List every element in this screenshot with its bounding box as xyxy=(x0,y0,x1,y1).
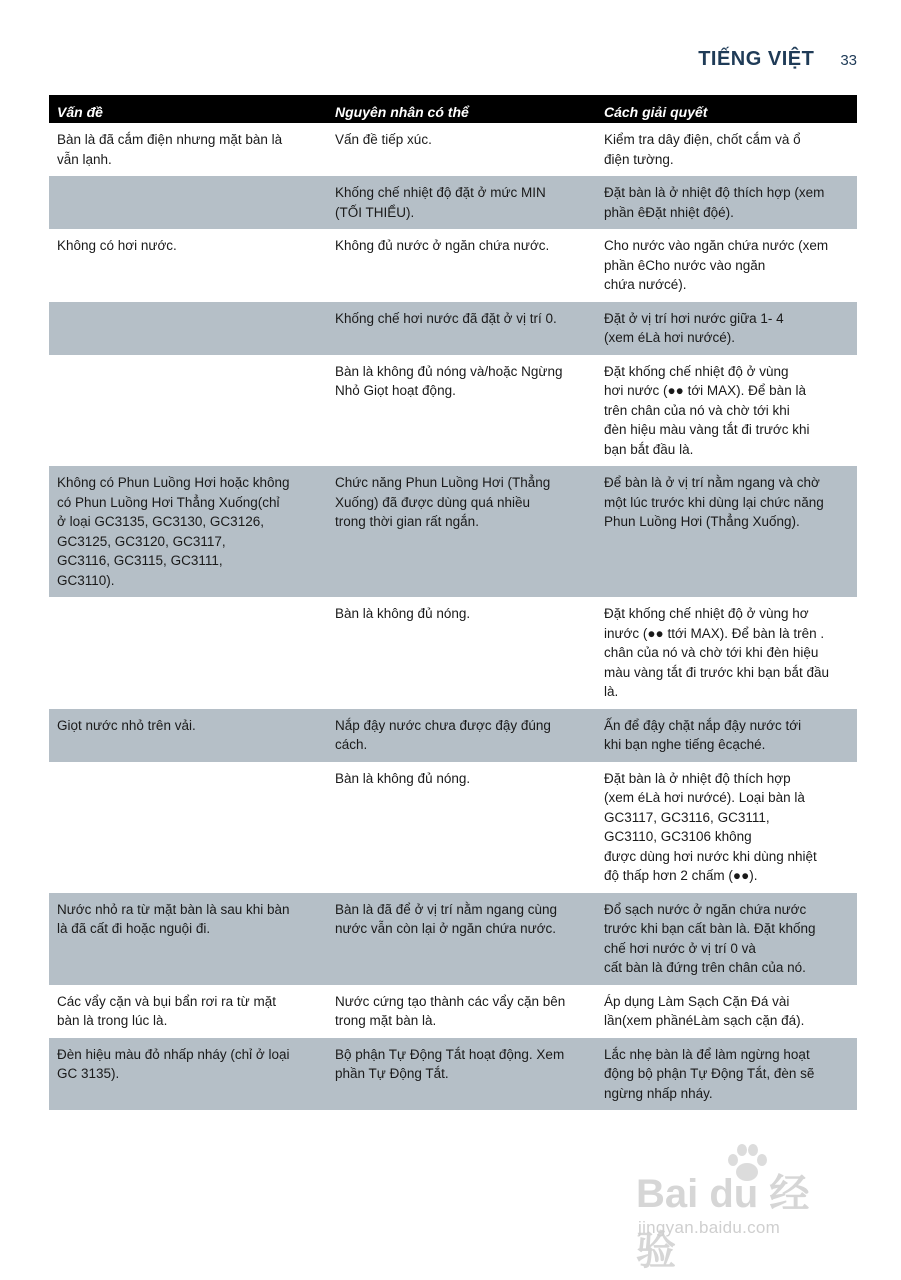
solution-cell: Đặt ở vị trí hơi nước giữa 1- 4 (xem éLà hơi nướcé). xyxy=(596,302,857,355)
table-row xyxy=(49,229,857,302)
language-title: TIẾNG VIỆT xyxy=(698,48,815,70)
table-row xyxy=(49,1038,857,1111)
problem-cell: Nước nhỏ ra từ mặt bàn là sau khi bàn là đã cất đi hoặc nguội đi. xyxy=(49,893,327,985)
header-cause: Nguyên nhân có thể xyxy=(327,95,596,123)
cause-cell: Khống chế nhiệt độ đặt ở mức MIN (TỐI THIỂU). xyxy=(327,176,596,229)
baidu-watermark xyxy=(636,1140,846,1273)
cause-cell: Nắp đậy nước chưa được đậy đúng cách. xyxy=(327,709,596,762)
solution-cell: Đặt khống chế nhiệt độ ở vùng hơi nước (●● tới MAX). Để bàn là trên chân của nó và chờ tới khi đèn hiệu màu vàng tắt đi trước khi bạn bắt đầu là. xyxy=(596,355,857,467)
table-row xyxy=(49,176,857,229)
cause-cell: Không đủ nước ở ngăn chứa nước. xyxy=(327,229,596,302)
table-row xyxy=(49,466,857,597)
cause-cell: Bàn là không đủ nóng. xyxy=(327,762,596,893)
problem-cell xyxy=(49,176,327,229)
problem-cell: Không có Phun Luồng Hơi hoặc không có Phun Luồng Hơi Thẳng Xuống(chỉ ở loại GC3135, GC3130, GC3126, GC3125, GC3120, GC3117, GC3116, GC3115, GC3111, GC3110). xyxy=(49,466,327,597)
problem-cell: Giọt nước nhỏ trên vải. xyxy=(49,709,327,762)
solution-cell: Đặt khống chế nhiệt độ ở vùng hơ inước (●● ttới MAX). Để bàn là trên . chân của nó và chờ tới khi đèn hiệu màu vàng tắt đi trước khi bạn bắt đầu là. xyxy=(596,597,857,709)
header-problem: Vấn đề xyxy=(49,95,327,123)
solution-cell: Đổ sạch nước ở ngăn chứa nước trước khi bạn cất bàn là. Đặt khống chế hơi nước ở vị trí 0 và cất bàn là đứng trên chân của nó. xyxy=(596,893,857,985)
table-row xyxy=(49,597,857,709)
header-solution: Cách giải quyết xyxy=(596,95,857,123)
problem-cell: Không có hơi nước. xyxy=(49,229,327,302)
table-row xyxy=(49,893,857,985)
solution-cell: Lắc nhẹ bàn là để làm ngừng hoạt động bộ phận Tự Động Tắt, đèn sẽ ngừng nhấp nháy. xyxy=(596,1038,857,1111)
table-row xyxy=(49,355,857,467)
cause-cell: Khống chế hơi nước đã đặt ở vị trí 0. xyxy=(327,302,596,355)
table-header-row xyxy=(49,95,857,123)
problem-cell xyxy=(49,762,327,893)
page-header xyxy=(698,48,857,71)
problem-cell: Các vẩy cặn và bụi bẩn rơi ra từ mặt bàn là trong lúc là. xyxy=(49,985,327,1038)
watermark-url: jingyan.baidu.com xyxy=(638,1218,781,1237)
troubleshooting-table xyxy=(49,95,857,1110)
solution-cell: Ấn để đậy chặt nắp đậy nước tới khi bạn nghe tiếng êcạché. xyxy=(596,709,857,762)
cause-cell: Vấn đề tiếp xúc. xyxy=(327,123,596,176)
table-row xyxy=(49,709,857,762)
problem-cell: Bàn là đã cắm điện nhưng mặt bàn là vẫn lạnh. xyxy=(49,123,327,176)
solution-cell: Kiểm tra dây điện, chốt cắm và ổ điện tường. xyxy=(596,123,857,176)
solution-cell: Cho nước vào ngăn chứa nước (xem phần êCho nước vào ngăn chứa nướcé). xyxy=(596,229,857,302)
watermark-logo: Bai du 经验 xyxy=(636,1172,810,1273)
solution-cell: Đặt bàn là ở nhiệt độ thích hợp (xem phần êĐặt nhiệt độé). xyxy=(596,176,857,229)
page-number: 33 xyxy=(840,52,857,69)
solution-cell: Áp dụng Làm Sạch Cặn Đá vài lần(xem phầnéLàm sạch cặn đá). xyxy=(596,985,857,1038)
cause-cell: Bàn là không đủ nóng và/hoặc Ngừng Nhỏ Giọt hoạt động. xyxy=(327,355,596,467)
table-row xyxy=(49,302,857,355)
cause-cell: Nước cứng tạo thành các vẩy cặn bên trong mặt bàn là. xyxy=(327,985,596,1038)
solution-cell: Đặt bàn là ở nhiệt độ thích hợp (xem éLà hơi nướcé). Loại bàn là GC3117, GC3116, GC3111, GC3110, GC3106 không được dùng hơi nước khi dùng nhiệt độ thấp hơn 2 chấm (●●). xyxy=(596,762,857,893)
problem-cell xyxy=(49,597,327,709)
table-row xyxy=(49,123,857,176)
problem-cell xyxy=(49,302,327,355)
cause-cell: Bàn là không đủ nóng. xyxy=(327,597,596,709)
table-row xyxy=(49,985,857,1038)
cause-cell: Bộ phận Tự Động Tắt hoạt động. Xem phần Tự Động Tắt. xyxy=(327,1038,596,1111)
table-row xyxy=(49,762,857,893)
problem-cell: Đèn hiệu màu đỏ nhấp nháy (chỉ ở loại GC 3135). xyxy=(49,1038,327,1111)
cause-cell: Bàn là đã để ở vị trí nằm ngang cùng nước vẫn còn lại ở ngăn chứa nước. xyxy=(327,893,596,985)
cause-cell: Chức năng Phun Luồng Hơi (Thẳng Xuống) đã được dùng quá nhiều trong thời gian rất ngắn. xyxy=(327,466,596,597)
problem-cell xyxy=(49,355,327,467)
solution-cell: Để bàn là ở vị trí nằm ngang và chờ một lúc trước khi dùng lại chức năng Phun Luồng Hơi (Thẳng Xuống). xyxy=(596,466,857,597)
